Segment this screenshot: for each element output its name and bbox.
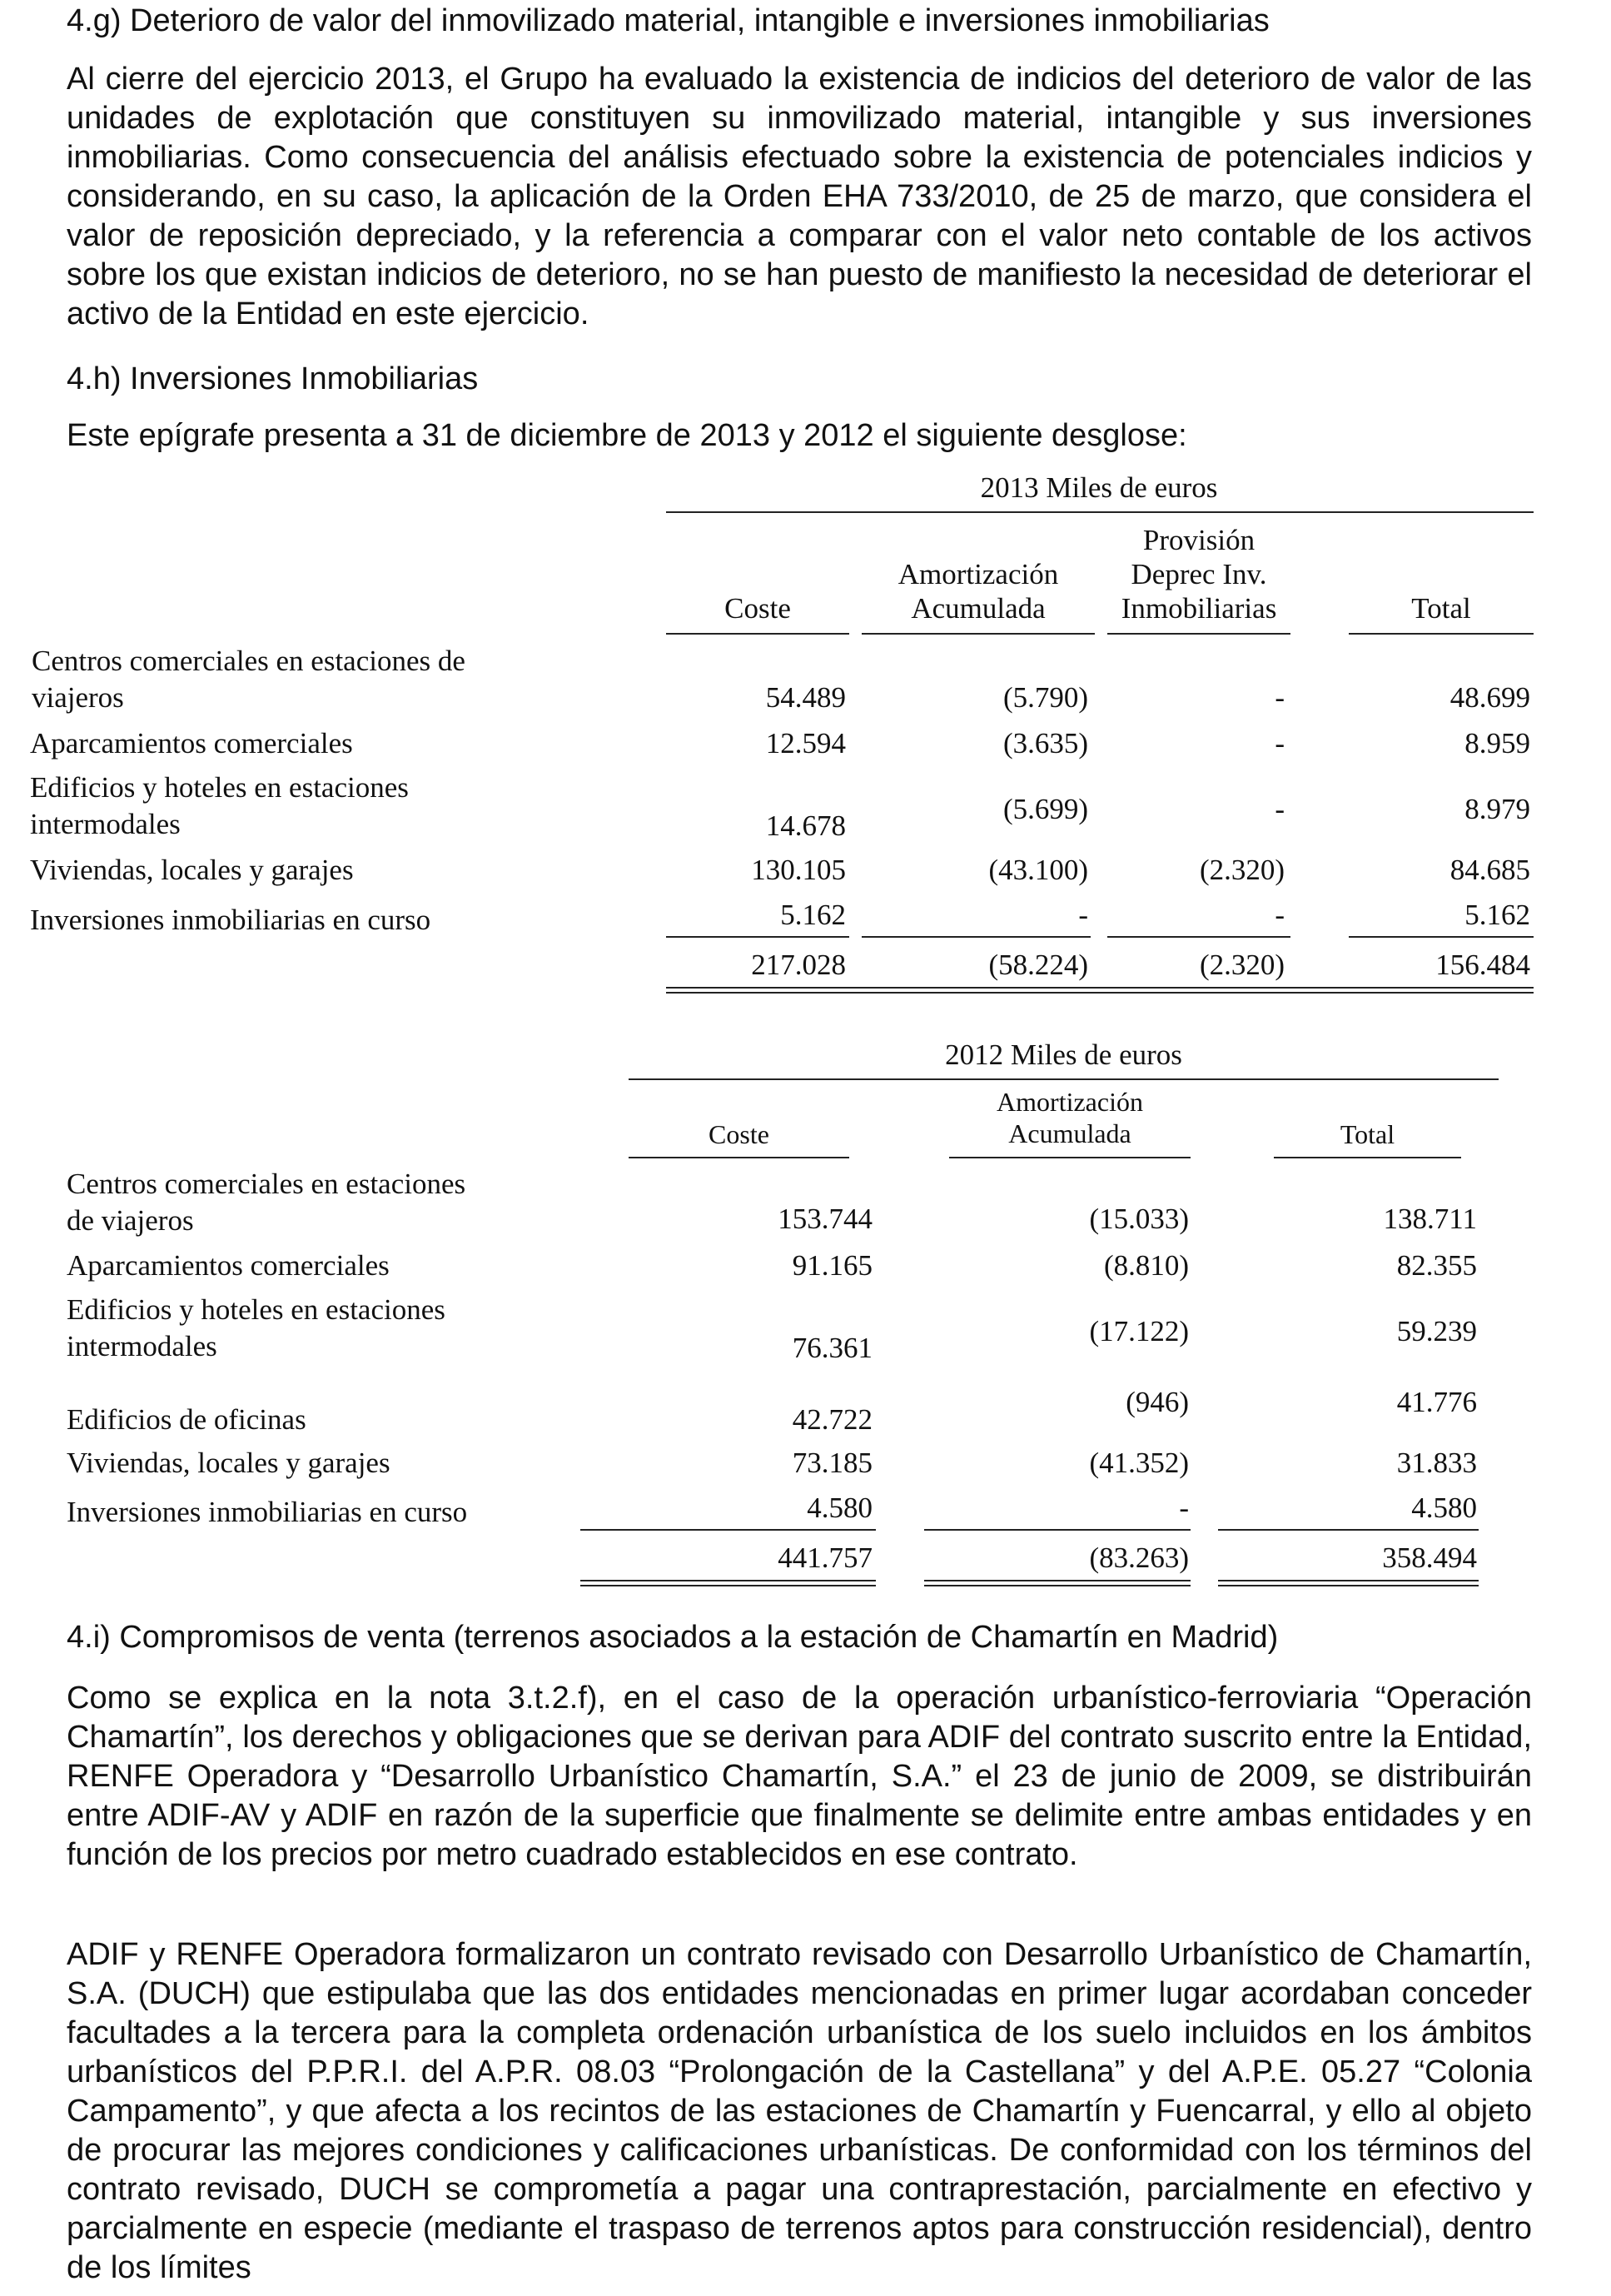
divider bbox=[862, 633, 1095, 635]
cell-coste: 5.162 bbox=[780, 899, 846, 931]
divider bbox=[629, 1157, 849, 1158]
cell-coste: 76.361 bbox=[792, 1332, 873, 1364]
col-header-total: Total bbox=[1340, 1119, 1395, 1149]
divider bbox=[1107, 936, 1290, 938]
cell-amortizacion: (15.033) bbox=[1089, 1203, 1189, 1235]
divider bbox=[1349, 936, 1534, 938]
cell-coste: 12.594 bbox=[765, 727, 846, 760]
divider bbox=[580, 1529, 876, 1531]
cell-amortizacion: (17.122) bbox=[1089, 1315, 1189, 1347]
col-header-amortizacion: Amortización Acumulada bbox=[897, 558, 1059, 625]
cell-coste: 4.580 bbox=[807, 1492, 873, 1524]
divider bbox=[629, 1078, 1499, 1080]
cell-provision: - bbox=[1275, 899, 1285, 931]
cell-amortizacion: (3.635) bbox=[1002, 727, 1088, 760]
paragraph-4h-intro: Este epígrafe presenta a 31 de diciembre de 2013 y 2012 el siguiente desglose: bbox=[67, 418, 1187, 453]
cell-provision: - bbox=[1275, 681, 1285, 714]
cell-coste: 130.105 bbox=[751, 854, 846, 886]
col-header-coste: Coste bbox=[709, 1119, 769, 1149]
divider bbox=[580, 1585, 876, 1586]
section-heading-4i: 4.i) Compromisos de venta (terrenos asociados a la estación de Chamartín en Madrid) bbox=[67, 1620, 1279, 1655]
cell-amortizacion: (946) bbox=[1126, 1386, 1189, 1418]
cell-total: 8.959 bbox=[1464, 727, 1530, 760]
cell-total: 41.776 bbox=[1396, 1386, 1477, 1418]
col-header-amortizacion: Amortización Acumulada bbox=[997, 1087, 1143, 1148]
row-label: Viviendas, locales y garajes bbox=[67, 1447, 390, 1479]
divider bbox=[1218, 1580, 1479, 1581]
divider bbox=[666, 633, 849, 635]
table-2013-title: 2013 Miles de euros bbox=[980, 471, 1218, 504]
cell-provision: - bbox=[1275, 793, 1285, 825]
cell-total: 138.711 bbox=[1383, 1203, 1477, 1235]
divider bbox=[862, 936, 1091, 938]
cell-coste: 14.678 bbox=[765, 809, 846, 842]
divider bbox=[1218, 1585, 1479, 1586]
divider bbox=[666, 987, 1534, 989]
cell-provision: (2.320) bbox=[1199, 854, 1285, 886]
cell-amortizacion: - bbox=[1179, 1492, 1189, 1524]
divider bbox=[1218, 1529, 1479, 1531]
total-amortizacion: (58.224) bbox=[988, 949, 1088, 981]
cell-amortizacion: - bbox=[1078, 899, 1088, 931]
section-heading-4h: 4.h) Inversiones Inmobiliarias bbox=[67, 361, 479, 396]
paragraph-4i-2: ADIF y RENFE Operadora formalizaron un contrato revisado con Desarrollo Urbanístico de Chamartín, S.A. (DUCH) que estipulaba que las dos entidades mencionadas en primer lugar acordaban conceder facultades a la tercera para la completa ordenación urbanística de los suelo incluidos en los ámbitos urbanísticos del P.P.R.I. del A.P.R. 08.03 “Prolongación de la Castellana” y del A.P.E. 05.27 “Colonia Campamento”, y que afecta a los recintos de las estaciones de Chamartín y Fuencarral, y ello al objeto de procurar las mejores condiciones y calificaciones urbanísticas. De conformidad con los términos del contrato revisado, DUCH se comprometía a pagar una contraprestación, parcialmente en efectivo y parcialmente en especie (mediante el traspaso de terrenos aptos para construcción residencial), dentro de los límites bbox=[67, 1937, 1532, 2285]
cell-total: 48.699 bbox=[1449, 681, 1530, 714]
total-coste: 217.028 bbox=[751, 949, 846, 981]
cell-total: 8.979 bbox=[1464, 793, 1530, 825]
cell-coste: 54.489 bbox=[765, 681, 846, 714]
total-total: 358.494 bbox=[1382, 1541, 1477, 1574]
row-label: Centros comerciales en estaciones de viajeros bbox=[32, 645, 465, 714]
section-heading-4g: 4.g) Deterioro de valor del inmovilizado material, intangible e inversiones inmobiliarias bbox=[67, 3, 1270, 38]
cell-coste: 73.185 bbox=[792, 1447, 873, 1479]
paragraph-4i-1: Como se explica en la nota 3.t.2.f), en el caso de la operación urbanístico-ferroviaria “Operación Chamartín”, los derechos y obligaciones que se derivan para ADIF del contrato suscrito entre la Entidad, RENFE Operadora y “Desarrollo Urbanístico Chamartín, S.A.” el 23 de junio de 2009, se distribuirán entre ADIF-AV y ADIF en razón de la superficie que finalmente se delimite entre ambas entidades y en función de los precios por metro cuadrado establecidos en ese contrato. bbox=[67, 1681, 1532, 1872]
cell-total: 82.355 bbox=[1396, 1249, 1477, 1282]
col-header-provision: Provisión Deprec Inv. Inmobiliarias bbox=[1121, 524, 1277, 625]
divider bbox=[1107, 633, 1290, 635]
cell-amortizacion: (5.699) bbox=[1002, 793, 1088, 825]
row-label: Inversiones inmobiliarias en curso bbox=[30, 904, 431, 936]
divider bbox=[666, 511, 1534, 513]
divider bbox=[666, 992, 1534, 994]
row-label: Aparcamientos comerciales bbox=[67, 1249, 390, 1282]
cell-total: 4.580 bbox=[1411, 1492, 1477, 1524]
col-header-total: Total bbox=[1411, 592, 1471, 625]
row-label: Viviendas, locales y garajes bbox=[30, 854, 354, 886]
divider bbox=[1274, 1157, 1461, 1158]
row-label: Centros comerciales en estaciones de viajeros bbox=[67, 1168, 466, 1237]
row-label: Edificios de oficinas bbox=[67, 1403, 306, 1436]
total-amortizacion: (83.263) bbox=[1089, 1541, 1189, 1574]
cell-amortizacion: (5.790) bbox=[1002, 681, 1088, 714]
divider bbox=[949, 1157, 1191, 1158]
cell-amortizacion: (8.810) bbox=[1103, 1249, 1189, 1282]
divider bbox=[580, 1580, 876, 1581]
total-coste: 441.757 bbox=[778, 1541, 873, 1574]
divider bbox=[924, 1585, 1191, 1586]
paragraph-4g: Al cierre del ejercicio 2013, el Grupo ha evaluado la existencia de indicios del deterioro de valor de las unidades de explotación que constituyen su inmovilizado material, intangible y sus inversiones inmobiliarias. Como consecuencia del análisis efectuado sobre la existencia de potenciales indicios y considerando, en su caso, la aplicación de la Orden EHA 733/2010, de 25 de marzo, que considera el valor de reposición depreciado, y la referencia a comparar con el valor neto contable de los activos sobre los que existan indicios de deterioro, no se han puesto de manifiesto la necesidad de deteriorar el activo de la Entidad en este ejercicio. bbox=[67, 62, 1532, 331]
divider bbox=[924, 1529, 1191, 1531]
cell-amortizacion: (41.352) bbox=[1089, 1447, 1189, 1479]
cell-total: 59.239 bbox=[1396, 1315, 1477, 1347]
total-total: 156.484 bbox=[1435, 949, 1530, 981]
cell-total: 31.833 bbox=[1396, 1447, 1477, 1479]
cell-coste: 42.722 bbox=[792, 1403, 873, 1436]
row-label: Edificios y hoteles en estaciones intermodales bbox=[67, 1293, 445, 1362]
cell-total: 84.685 bbox=[1449, 854, 1530, 886]
row-label: Aparcamientos comerciales bbox=[30, 727, 353, 760]
cell-coste: 91.165 bbox=[792, 1249, 873, 1282]
cell-coste: 153.744 bbox=[778, 1203, 873, 1235]
row-label: Inversiones inmobiliarias en curso bbox=[67, 1496, 468, 1528]
table-2012-title: 2012 Miles de euros bbox=[945, 1038, 1182, 1071]
cell-amortizacion: (43.100) bbox=[988, 854, 1088, 886]
divider bbox=[1349, 633, 1534, 635]
cell-provision: - bbox=[1275, 727, 1285, 760]
cell-total: 5.162 bbox=[1464, 899, 1530, 931]
col-header-coste: Coste bbox=[724, 592, 791, 625]
divider bbox=[666, 936, 849, 938]
divider bbox=[924, 1580, 1191, 1581]
row-label: Edificios y hoteles en estaciones intermodales bbox=[30, 771, 409, 840]
total-provision: (2.320) bbox=[1199, 949, 1285, 981]
